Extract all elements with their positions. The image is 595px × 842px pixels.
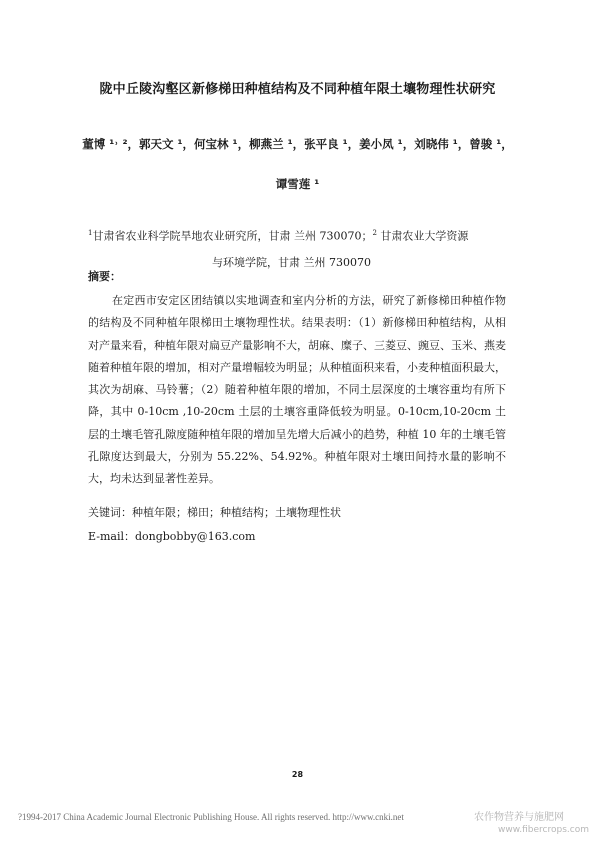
affiliation-2-continued: 与环境学院，甘肃 兰州 730070 xyxy=(212,255,371,269)
affiliation-marker-1: 1 xyxy=(88,229,93,237)
paper-title: 陇中丘陵沟壑区新修梯田种植结构及不同种植年限土壤物理性状研究 xyxy=(99,82,496,97)
affiliation-2: 甘肃农业大学资源 xyxy=(376,229,469,243)
affiliation-marker-2: 2 xyxy=(372,229,377,237)
watermark-url: www.fibercrops.com xyxy=(498,825,589,835)
abstract-text: 在定西市安定区团结镇以实地调查和室内分析的方法，研究了新修梯田种植作物的结构及不同种植年限梯田土壤物理性状。结果表明：（1）新修梯田种植结构，从相对产量来看，种植年限对扁豆产量影响不大，胡麻、糜子、三菱豆、豌豆、玉米、燕麦随着种植年限的增加，相对产量增幅较为明显；从种植面积来看，小麦种植面积最大，其次为胡麻、马铃薯；（2）随着种植年限的增加，不同土层深度的土壤容重均有所下降，其中 0-10cm ,10-20cm 土层的土壤容重降低较为明显。0-10cm,10-20cm 土层的土壤毛管孔隙度随种植年限的增加呈先增大后减小的趋势，种植 10 年的土壤毛管孔隙度达到最大，分别为 55.22%、54.92%。种植年限对土壤田间持水量的影响不大，均未达到显著性差异。 xyxy=(88,294,506,486)
page-number: 28 xyxy=(291,770,304,779)
keywords: 关键词：种植年限；梯田；种植结构；土壤物理性状 xyxy=(88,506,341,519)
author-list-continued: 谭雪莲 ¹ xyxy=(275,177,320,191)
author-list: 董博 ¹˒ ²，郭天文 ¹，何宝林 ¹，柳燕兰 ¹，张平良 ¹，姜小凤 ¹，刘晓伟 ¹，曾骏 ¹， xyxy=(82,137,513,151)
abstract-label: 摘要： xyxy=(88,270,121,283)
watermark-text: 农作物营养与施肥网 xyxy=(474,812,564,823)
copyright-footer: ?1994-2017 China Academic Journal Electronic Publishing House. All rights reserved. http://www.cnki.net xyxy=(18,812,404,822)
affiliations xyxy=(88,220,528,276)
site-watermark xyxy=(474,812,589,836)
affiliation-1: 甘肃省农业科学院旱地农业研究所，甘肃 兰州 730070； xyxy=(92,229,373,243)
email-contact: E-mail：dongbobby@163.com xyxy=(88,530,256,543)
